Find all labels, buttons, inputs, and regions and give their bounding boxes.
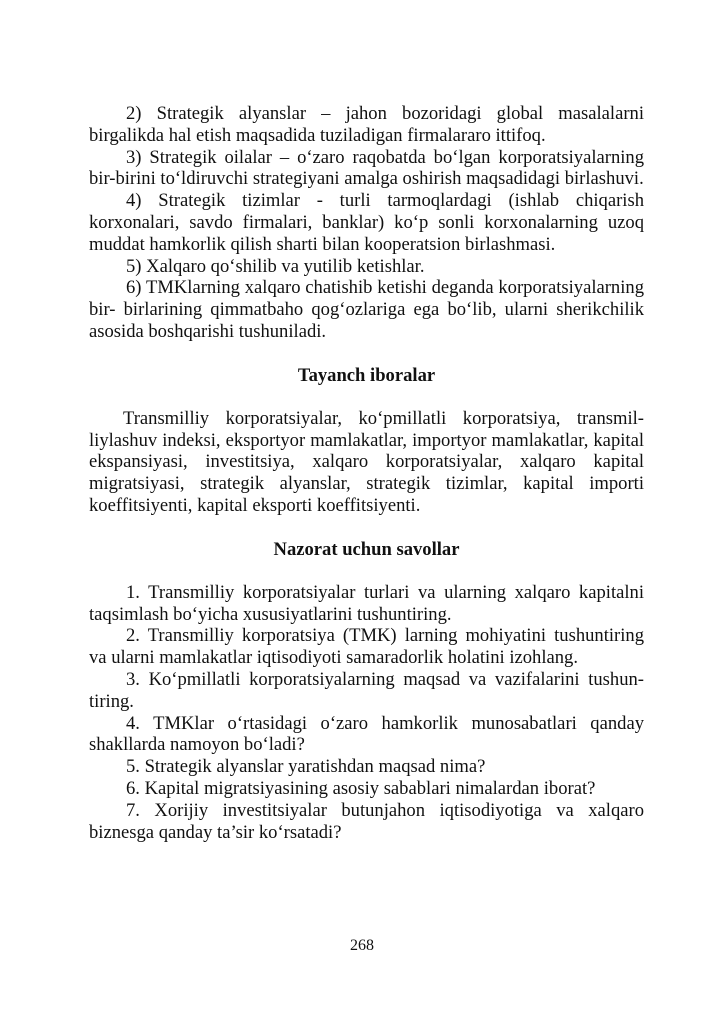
intro-item: 4) Strategik tizimlar - turli tarmoqlardagi (ishlab chiqarish korxonalari, savdo firmalari, banklar) ko‘p sonli korxonalarning uzoq muddat hamkorlik qilish sharti bilan kooperatsion birlashmasi. — [89, 190, 644, 255]
keywords-text: Transmilliy korporatsiyalar, ko‘pmillatli korporatsiya, transmilliylashuv indeksi, eksportyor mamlakatlar, importyor mamlakatlar, kapital ekspansiyasi, investitsiya, xalqaro korporatsiyalar, xalqaro kapital migratsiyasi, strategik alyanslar, strategik tizimlar, kapital importi koeffitsiyenti, kapital eksporti koeffitsiyenti. — [89, 407, 644, 516]
question-item: 5. Strategik alyanslar yaratishdan maqsad nima? — [126, 756, 486, 778]
page-content — [89, 103, 644, 843]
questions-heading: Nazorat uchun savollar — [273, 538, 460, 560]
question-item: 3. Ko‘pmillatli korporatsiyalarning maqsad va vazifalarini tushuntiring. — [89, 668, 644, 712]
question-item: 4. TMKlar o‘rtasidagi o‘zaro hamkorlik munosabatlari qanday shakllarda namoyon bo‘ladi? — [89, 712, 644, 756]
question-item: 7. Xorijiy investitsiyalar butunjahon iqtisodiyotiga va xalqaro biznesga qanday ta’sir ko‘rsatadi? — [89, 799, 644, 843]
question-item: 2. Transmilliy korporatsiya (TMK) larning mohiyatini tushuntiring va ularni mamlakatlar iqtisodiyoti samaradorlik holatini izohlang. — [89, 625, 644, 669]
keywords-heading: Tayanch iboralar — [297, 364, 436, 386]
page-number: 268 — [350, 937, 374, 954]
intro-item: 3) Strategik oilalar – o‘zaro raqobatda bo‘lgan korporatsiyalarning bir-birini to‘ldiruvchi strategiyani amalga oshirish maqsadidagi birlashuvi. — [89, 146, 644, 190]
intro-item: 2) Strategik alyanslar – jahon bozoridagi global masalalarni birgalikda hal etish maqsadida tuziladigan firmalararo ittifoq. — [89, 103, 644, 146]
question-item: 1. Transmilliy korporatsiyalar turlari va ularning xalqaro kapitalni taqsimlash bo‘yicha xususiyatlarini tushuntiring. — [89, 581, 644, 625]
intro-item: 6) TMKlarning xalqaro chatishib ketishi deganda korporatsiyalarning bir- birlarining qimmatbaho qog‘ozlariga ega bo‘lib, ularni sherikchilik asosida boshqarishi tushuniladi. — [89, 277, 644, 342]
question-item: 6. Kapital migratsiyasining asosiy sabablari nimalardan iborat? — [126, 777, 596, 799]
intro-item: 5) Xalqaro qo‘shilib va yutilib ketishlar. — [126, 255, 425, 277]
